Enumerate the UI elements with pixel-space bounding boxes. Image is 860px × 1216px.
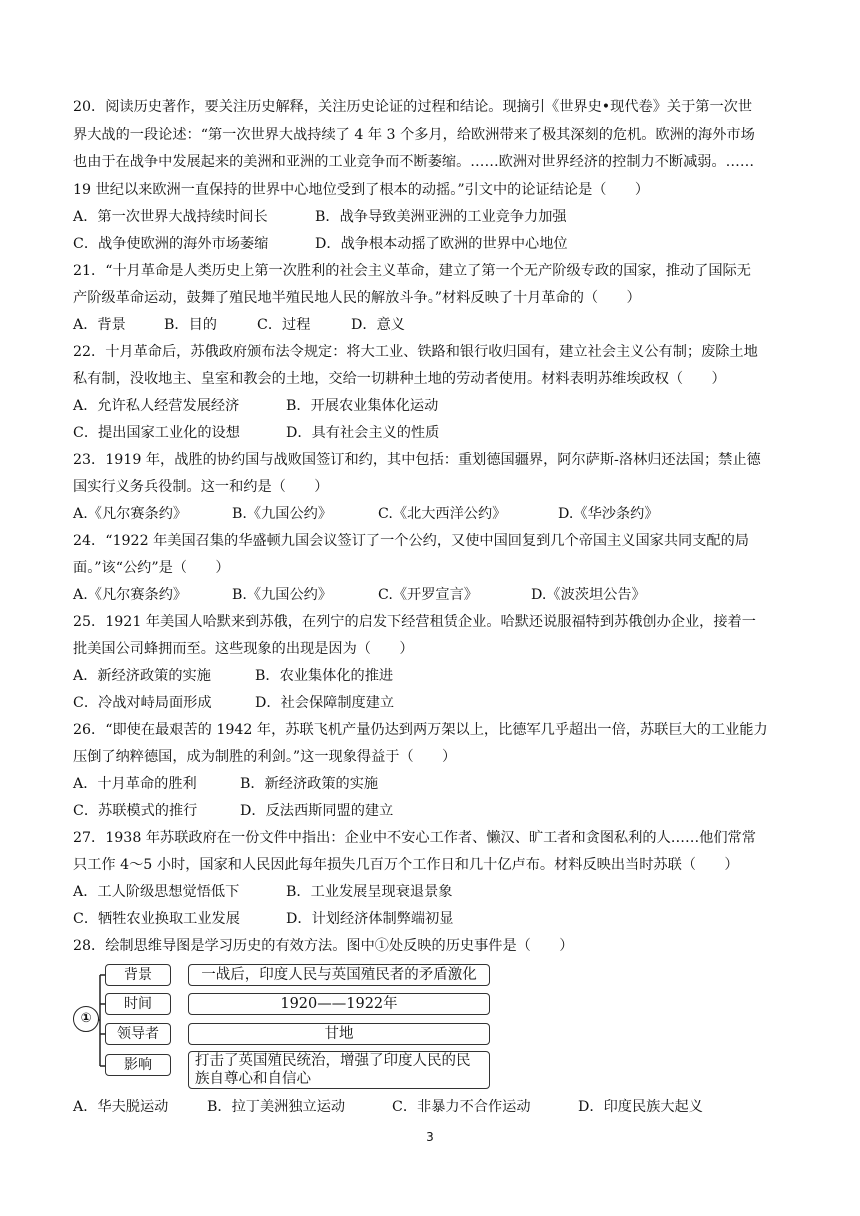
q22-line-1: 22．十月革命后，苏俄政府颁布法令规定：将大工业、铁路和银行收归国有，建立社会主义公有制；废除土地: [73, 344, 758, 360]
q21-option-a: A．背景: [73, 317, 126, 333]
mindmap-content-leader: 甘地: [188, 1023, 490, 1045]
q20-option-b: B．战争导致美洲亚洲的工业竞争力加强: [315, 209, 567, 225]
q26-option-c: C．苏联模式的推行: [73, 803, 198, 819]
q20-line-2: 界大战的一段论述：“第一次世界大战持续了 4 年 3 个多月，给欧洲带来了极其深刻的危机。欧洲的海外市场: [73, 127, 755, 143]
q23-line-1: 23．1919 年，战胜的协约国与战败国签订和约，其中包括：重划德国疆界，阿尔萨斯-洛林归还法国；禁止德: [73, 452, 761, 468]
q20-line-3: 也由于在战争中发展起来的美洲和亚洲的工业竞争而不断萎缩。……欧洲对世界经济的控制力不断减弱。……: [73, 154, 755, 170]
q25-line-2: 批美国公司蜂拥而至。这些现象的出现是因为（ ）: [73, 641, 414, 657]
q24-line-2: 面。”该“公约”是（ ）: [73, 560, 230, 576]
q25-line-1: 25．1921 年美国人哈默来到苏俄，在列宁的启发下经营租赁企业。哈默还说服福特到苏俄创办企业，接着一: [73, 614, 756, 630]
q20-option-a: A．第一次世界大战持续时间长: [73, 209, 268, 225]
q21-option-d: D．意义: [351, 317, 405, 333]
q22-option-c: C．提出国家工业化的设想: [73, 425, 240, 441]
q20-line-1: 20．阅读历史著作，要关注历史解释，关注历史论证的过程和结论。现摘引《世界史•现代卷》关于第一次世: [73, 99, 753, 115]
mindmap-label-background: 背景: [105, 964, 171, 986]
mindmap-label-time: 时间: [105, 993, 171, 1015]
q28-option-b: B．拉丁美洲独立运动: [207, 1099, 346, 1115]
q23-option-c: C.《北大西洋公约》: [378, 506, 507, 522]
q26-line-2: 压倒了纳粹德国，成为制胜的利剑。”这一现象得益于（ ）: [73, 749, 457, 765]
q20-line-4: 19 世纪以来欧洲一直保持的世界中心地位受到了根本的动摇。”引文中的论证结论是（ ）: [73, 182, 650, 198]
q27-option-a: A．工人阶级思想觉悟低下: [73, 884, 240, 900]
q20-option-d: D．战争根本动摇了欧洲的世界中心地位: [315, 236, 568, 252]
q23-option-a: A.《凡尔赛条约》: [73, 506, 188, 522]
q28-option-c: C．非暴力不合作运动: [392, 1099, 531, 1115]
q27-option-b: B．工业发展呈现衰退景象: [286, 884, 453, 900]
q28-line-1: 28．绘制思维导图是学习历史的有效方法。图中①处反映的历史事件是（ ）: [73, 938, 574, 954]
q25-option-a: A．新经济政策的实施: [73, 668, 211, 684]
q24-option-b: B.《九国公约》: [232, 587, 333, 603]
q27-option-d: D．计划经济体制弊端初显: [286, 911, 454, 927]
q27-line-2: 只工作 4～5 小时，国家和人民因此每年损失几百万个工作日和几十亿卢布。材料反映出当时苏联（ ）: [73, 857, 739, 873]
mindmap-label-leader: 领导者: [105, 1023, 171, 1045]
q22-line-2: 私有制，没收地主、皇室和教会的土地，交给一切耕种土地的劳动者使用。材料表明苏维埃政权（ ）: [73, 371, 726, 387]
q21-line-1: 21．“十月革命是人类历史上第一次胜利的社会主义革命，建立了第一个无产阶级专政的国家，推动了国际无: [73, 263, 751, 279]
q24-option-c: C.《开罗宣言》: [378, 587, 478, 603]
q26-option-b: B．新经济政策的实施: [240, 776, 379, 792]
q27-line-1: 27．1938 年苏联政府在一份文件中指出：企业中不安心工作者、懒汉、旷工者和贪图私利的人……他们常常: [73, 830, 756, 846]
q25-option-d: D．社会保障制度建立: [255, 695, 395, 711]
q23-line-2: 国实行义务兵役制。这一和约是（ ）: [73, 479, 329, 495]
q24-option-d: D.《波茨坦公告》: [531, 587, 646, 603]
q23-option-b: B.《九国公约》: [232, 506, 333, 522]
q24-line-1: 24．“1922 年美国召集的华盛顿九国会议签订了一个公约，又使中国回复到几个帝国主义国家共同支配的局: [73, 533, 749, 549]
q27-option-c: C．牺牲农业换取工业发展: [73, 911, 240, 927]
q22-option-d: D．具有社会主义的性质: [286, 425, 440, 441]
page-number: 3: [426, 1130, 434, 1144]
q21-line-2: 产阶级革命运动，鼓舞了殖民地半殖民地人民的解放斗争。”材料反映了十月革命的（ ）: [73, 290, 641, 306]
mindmap-label-impact: 影响: [105, 1054, 171, 1076]
q25-option-c: C．冷战对峙局面形成: [73, 695, 212, 711]
mindmap-content-time: 1920——1922年: [188, 993, 490, 1015]
q25-option-b: B．农业集体化的推进: [255, 668, 394, 684]
mindmap-content-impact: 打击了英国殖民统治，增强了印度人民的民族自尊心和自信心: [188, 1051, 490, 1089]
q23-option-d: D.《华沙条约》: [558, 506, 659, 522]
q20-option-c: C．战争使欧洲的海外市场萎缩: [73, 236, 269, 252]
q26-option-d: D．反法西斯同盟的建立: [240, 803, 394, 819]
q26-option-a: A．十月革命的胜利: [73, 776, 197, 792]
mindmap-content-background: 一战后，印度人民与英国殖民者的矛盾激化: [188, 964, 490, 986]
mindmap-center-marker: ①: [73, 1006, 99, 1032]
q21-option-c: C．过程: [257, 317, 311, 333]
q24-option-a: A.《凡尔赛条约》: [73, 587, 188, 603]
q22-option-a: A．允许私人经营发展经济: [73, 398, 240, 414]
q28-option-d: D．印度民族大起义: [578, 1099, 703, 1115]
q22-option-b: B．开展农业集体化运动: [286, 398, 439, 414]
q21-option-b: B．目的: [164, 317, 217, 333]
q26-line-1: 26．“即使在最艰苦的 1942 年，苏联飞机产量仍达到两万架以上，比德军几乎超出一倍，苏联巨大的工业能力: [73, 722, 768, 738]
q28-option-a: A．华夫脱运动: [73, 1099, 169, 1115]
